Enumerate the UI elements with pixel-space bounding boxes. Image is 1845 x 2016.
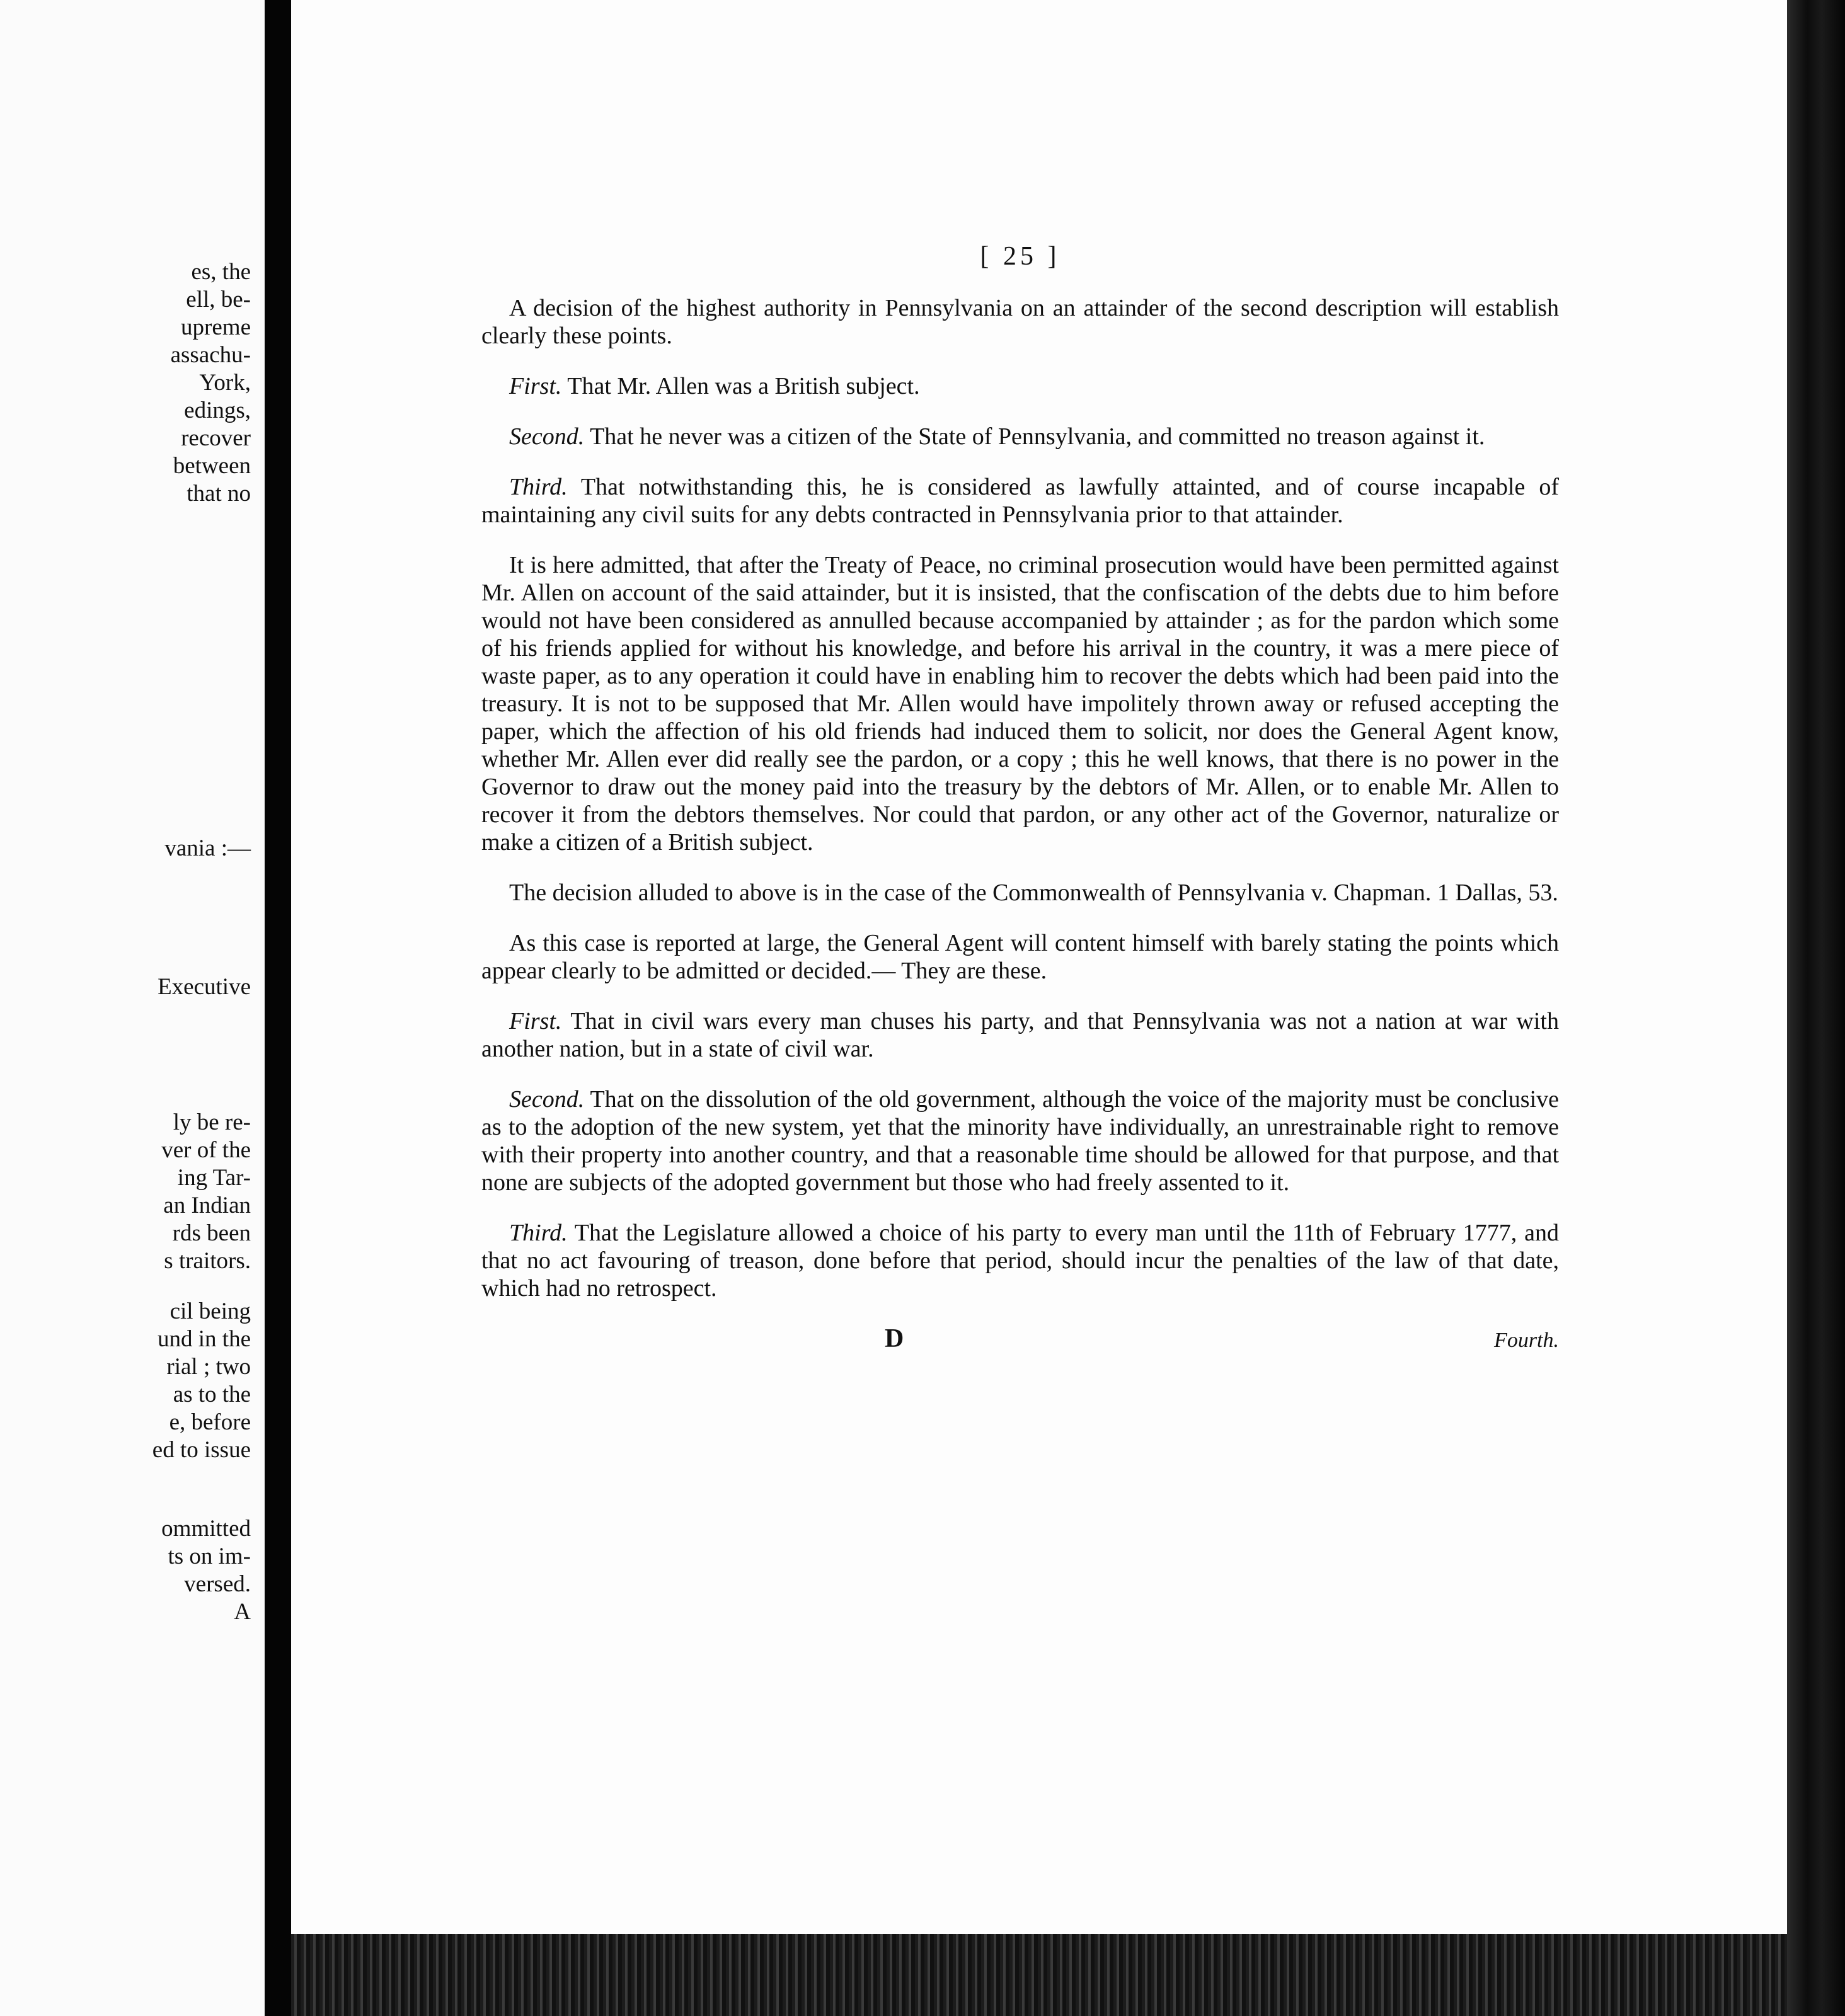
left-page-line-fragment: ed to issue (152, 1437, 251, 1463)
left-page-line-fragment: that no (187, 481, 251, 507)
paragraph-text: As this case is reported at large, the General Agent will content himself with barely stating the points which appear clearly to be admitted or decided.— They are these. (481, 930, 1559, 984)
book-gutter (265, 0, 291, 2016)
paragraph (481, 879, 1559, 907)
paragraph (481, 473, 1559, 529)
paragraphs (481, 294, 1559, 1302)
left-page-line-fragment: es, the (191, 259, 251, 285)
paragraph-label: Second. (509, 423, 585, 450)
paragraph (481, 1219, 1559, 1302)
left-page-line-fragment: rial ; two (166, 1354, 251, 1380)
paragraph-text: That notwithstanding this, he is considered as lawfully attainted, and of course incapable of maintaining any civil suits for any debts contracted in Pennsylvania prior to that attainder. (481, 474, 1559, 528)
paragraph-text: It is here admitted, that after the Treaty of Peace, no criminal prosecution would have been permitted against Mr. Allen on account of the said attainder, but it is insisted, that the confiscation of the debts due to him before would not have been considered as annulled because accompanied by attainder ; as for the pardon which some of his friends applied for without his knowledge, and before his arrival in the country, it was a mere piece of waste paper, as to any operation it could have in enabling him to recover the debts which had been paid into the treasury. It is not to be supposed that Mr. Allen would have impolitely thrown away or refused accepting the paper, which the affection of his old friends had induced them to solicit, nor does the General Agent know, whether Mr. Allen ever did really see the pardon, or a copy ; this he well knows, that there is no power in the Governor to draw out the money paid into the treasury by the debtors of Mr. Allen, or to enable Mr. Allen to recover it from the debtors themselves. Nor could that pardon, or any other act of the Governor, naturalize or make a citizen of a British subject. (481, 552, 1559, 856)
left-page-line-fragment: vania :— (164, 835, 251, 861)
page-number: [ 25 ] (980, 242, 1060, 271)
left-page-line-fragment: between (173, 453, 251, 479)
paragraph (481, 294, 1559, 350)
left-page-line-fragment: rds been (172, 1220, 251, 1246)
page-edge-bottom (291, 1934, 1787, 2016)
left-page-line-fragment: Executive (158, 974, 251, 1000)
paragraph-label: Second. (509, 1086, 585, 1113)
left-page-line-fragment: upreme (181, 314, 251, 340)
left-page-line-fragment: und in the (158, 1326, 251, 1352)
left-page-line-fragment: A (234, 1599, 251, 1625)
left-page-line-fragment: ommitted (161, 1516, 251, 1542)
paragraph (481, 372, 1559, 400)
left-page-line-fragment: an Indian (163, 1193, 251, 1218)
left-page-line-fragment: ing Tar- (177, 1165, 251, 1191)
page-edge-right (1787, 0, 1845, 2016)
paragraph-text: That on the dissolution of the old government, although the voice of the majority must be conclusive as to the adoption of the new system, yet that the minority have individually, an unrestrainable right to remove with their property into another country, and that a reasonable time should be allowed for that purpose, and that none are subjects of the adopted government but those who had freely assented to it. (481, 1086, 1559, 1196)
paragraph-text: That in civil wars every man chuses his party, and that Pennsylvania was not a nation at war with another nation, but in a state of civil war. (481, 1008, 1559, 1062)
left-page-line-fragment: versed. (184, 1571, 251, 1597)
left-page-line-fragment: edings, (184, 398, 251, 423)
left-page-fragment (0, 0, 265, 2016)
paragraph-text: A decision of the highest authority in Pennsylvania on an attainder of the second description will establish clearly these points. (481, 295, 1559, 349)
paragraph (481, 423, 1559, 450)
left-page-line-fragment: ts on im- (168, 1544, 251, 1569)
paragraph-text: The decision alluded to above is in the case of the Commonwealth of Pennsylvania v. Chapman. 1 Dallas, 53. (509, 879, 1558, 906)
page-footer (481, 1325, 1559, 1354)
paragraph-label: Third. (509, 1220, 568, 1246)
paragraph (481, 1007, 1559, 1063)
left-page-line-fragment: assachu- (170, 342, 251, 368)
paragraph-label: First. (509, 1008, 562, 1034)
paragraph-label: Third. (509, 474, 568, 500)
left-page-line-fragment: recover (181, 425, 251, 451)
paragraph-text: That Mr. Allen was a British subject. (567, 373, 920, 399)
left-page-line-fragment: ell, be- (186, 287, 251, 312)
left-page-line-fragment: ly be re- (173, 1109, 251, 1135)
paragraph-label: First. (509, 373, 562, 399)
left-page-line-fragment: cil being (170, 1298, 251, 1324)
paragraph (481, 929, 1559, 985)
left-page-line-fragment: as to the (173, 1382, 251, 1407)
signature-mark: D (885, 1324, 904, 1353)
paragraph-text: That he never was a citizen of the State of Pennsylvania, and committed no treason against it. (590, 423, 1485, 450)
page-text-block (481, 243, 1559, 1354)
main-page (291, 0, 1787, 1988)
paragraph (481, 551, 1559, 856)
paragraph-text: That the Legislature allowed a choice of his party to every man until the 11th of February 1777, and that no act favouring of treason, done before that period, should incur the penalties of the law of that date, which had no retrospect. (481, 1220, 1559, 1302)
left-page-line-fragment: ver of the (161, 1137, 251, 1163)
left-page-line-fragment: e, before (169, 1409, 251, 1435)
left-page-line-fragment: York, (199, 370, 251, 396)
paragraph (481, 1085, 1559, 1196)
left-page-line-fragment: s traitors. (164, 1248, 251, 1274)
catchword: Fourth. (1494, 1329, 1559, 1352)
